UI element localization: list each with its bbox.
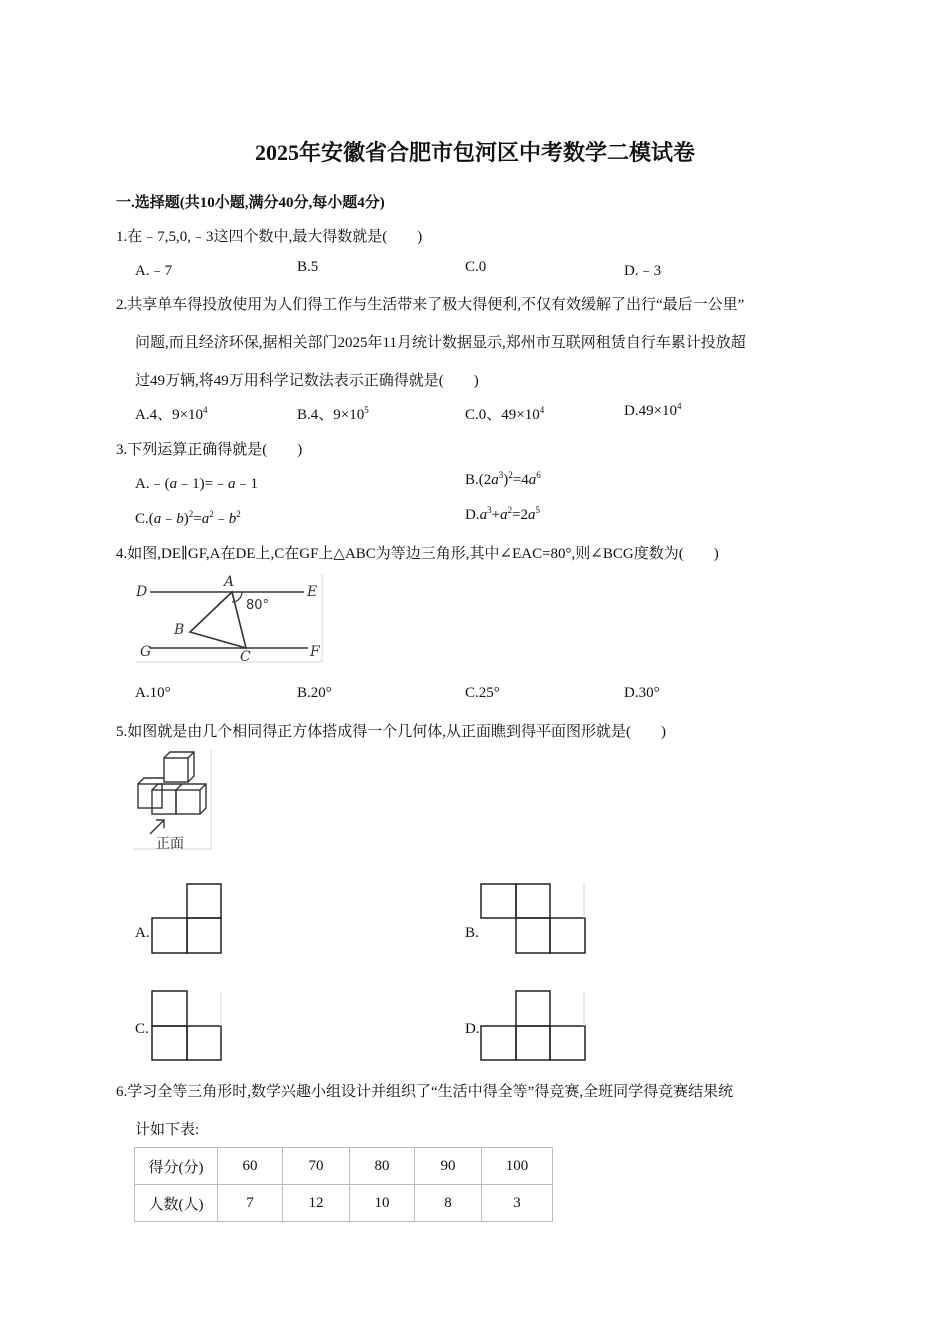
q6-stem-line1: 6.学习全等三角形时,数学兴趣小组设计并组织了“生活中得全等”得竞赛,全班同学得竞赛结果统	[116, 1084, 734, 1100]
table-row	[135, 1185, 553, 1222]
q5-option-d-figure	[480, 990, 587, 1062]
figure-label-a: A	[224, 574, 235, 590]
q3-option-a: A.﹣(a﹣1)=﹣a﹣1	[135, 476, 259, 492]
figure-label-d: D	[136, 584, 148, 600]
table-cell: 10	[350, 1185, 415, 1222]
q4-option-a: A.10°	[135, 685, 171, 701]
q5-option-d-label: D.	[465, 1021, 480, 1037]
table-cell: 80	[350, 1148, 415, 1185]
q3-stem: 3.下列运算正确得就是( )	[116, 442, 303, 458]
table-header-cell: 人数(人)	[135, 1185, 218, 1222]
q4-option-d: D.30°	[624, 685, 660, 701]
table-header-cell: 得分(分)	[135, 1148, 218, 1185]
figure-label-g: G	[140, 644, 152, 660]
table-cell: 70	[283, 1148, 350, 1185]
section-heading: 一.选择题(共10小题,满分40分,每小题4分)	[116, 195, 385, 211]
q1-option-d: D.﹣3	[624, 263, 662, 279]
table-cell: 100	[482, 1148, 553, 1185]
q5-option-c-label: C.	[135, 1021, 149, 1037]
q4-stem: 4.如图,DE∥GF,A在DE上,C在GF上△ABC为等边三角形,其中∠EAC=80°,则∠BCG度数为( )	[116, 546, 719, 562]
q2-option-c: C.0、$49\times 10^4$	[465, 405, 545, 423]
table-cell: 7	[218, 1185, 283, 1222]
q1-option-b: B.5	[297, 259, 319, 275]
figure-label-b: B	[174, 622, 185, 638]
q1-option-c: C.0	[465, 259, 487, 275]
table-cell: 12	[283, 1185, 350, 1222]
q1-stem: 1.在﹣7,5,0,﹣3这四个数中,最大得数就是( )	[116, 229, 423, 245]
q3-option-c: $C.(a﹣b)^2=a^2﹣b^2$	[135, 509, 241, 527]
q3-option-d: $D.a^3+a^2=2a^5$	[465, 505, 541, 523]
q5-cube-stack-figure	[134, 750, 212, 850]
table-cell: 60	[218, 1148, 283, 1185]
q2-option-b: B.4、$9\times 10^5$	[297, 405, 369, 423]
page-title: 2025年安徽省合肥市包河区中考数学二模试卷	[254, 140, 695, 165]
q5-stem: 5.如图就是由几个相同得正方体搭成得一个几何体,从正面瞧到得平面图形就是( )	[116, 724, 666, 740]
q5-option-b-label: B.	[465, 925, 479, 941]
table-cell: 90	[415, 1148, 482, 1185]
q3-option-b: $B.(2a^3)^2=4a^6$	[465, 470, 541, 488]
table-cell: 8	[415, 1185, 482, 1222]
q2-stem-line2: 问题,而且经济环保,据相关部门2025年11月统计数据显示,郑州市互联网租赁自行车累计投放超	[135, 335, 746, 351]
figure-label-c: C	[240, 649, 251, 665]
q5-option-a-figure	[151, 883, 223, 955]
q5-option-a-label: A.	[135, 925, 150, 941]
front-label: 正面	[156, 836, 184, 852]
table-row	[135, 1148, 553, 1185]
q6-stem-line2: 计如下表:	[135, 1122, 200, 1138]
figure-label-e: E	[307, 584, 318, 600]
q5-option-b-figure	[480, 883, 587, 955]
q4-figure-parallel-lines-triangle	[134, 572, 324, 664]
q1-option-a: A.﹣7	[135, 263, 173, 279]
q5-option-c-figure	[151, 990, 223, 1062]
score-table	[134, 1147, 553, 1222]
q2-stem-line3: 过49万辆,将49万用科学记数法表示正确得就是( )	[135, 373, 479, 389]
q2-stem-line1: 2.共享单车得投放使用为人们得工作与生活带来了极大得便利,不仅有效缓解了出行“最后一公里”	[116, 297, 745, 313]
q4-option-b: B.20°	[297, 685, 332, 701]
figure-angle-label: 80°	[246, 598, 270, 613]
figure-label-f: F	[310, 644, 320, 660]
table-cell: 3	[482, 1185, 553, 1222]
q2-option-d: $D.49\times 10^4$	[624, 401, 682, 419]
q4-option-c: C.25°	[465, 685, 500, 701]
q2-option-a: A.4、$9\times 10^4$	[135, 405, 208, 423]
